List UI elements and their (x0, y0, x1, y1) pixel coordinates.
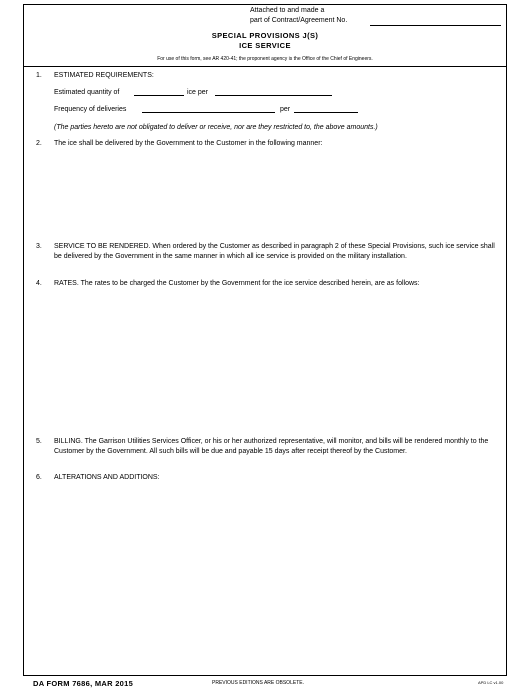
rates-field[interactable] (54, 292, 499, 432)
estimated-quantity-label: Estimated quantity of (54, 89, 120, 96)
alterations-field[interactable] (54, 486, 499, 671)
estimated-quantity-field[interactable] (134, 95, 184, 96)
frequency-field[interactable] (142, 112, 275, 113)
frequency-label: Frequency of deliveries (54, 106, 127, 113)
form-subtitle: ICE SERVICE (239, 41, 291, 50)
delivery-manner-field[interactable] (54, 152, 499, 236)
section-5-number: 5. (36, 438, 42, 445)
version-label: APD LC v1.00 (478, 680, 504, 685)
section-2-text: The ice shall be delivered by the Government to the Customer in the following manner: (54, 140, 323, 147)
section-1-number: 1. (36, 72, 42, 79)
per-label: per (280, 106, 291, 113)
ice-per-field[interactable] (215, 95, 332, 96)
form-id: DA FORM 7686, MAR 2015 (33, 679, 134, 688)
section-6-text: ALTERATIONS AND ADDITIONS: (54, 474, 160, 481)
section-4-number: 4. (36, 280, 42, 287)
section-3-text: SERVICE TO BE RENDERED. When ordered by the Customer as described in paragraph 2 of these Special Provisions, such ice service shall be delivered by the Government in the same manner in which all ice service is provided on the military installation. (54, 243, 495, 260)
ice-per-label: ice per (187, 89, 209, 96)
form-title: SPECIAL PROVISIONS J(S) (211, 31, 319, 40)
section-6-number: 6. (36, 474, 42, 481)
section-3-number: 3. (36, 243, 42, 250)
attached-line-2: part of Contract/Agreement No. (250, 17, 348, 24)
section-1-title: ESTIMATED REQUIREMENTS: (54, 72, 154, 79)
for-use-note: For use of this form, see AR 420-41; the proponent agency is the Office of the Chief of Engineers. (157, 56, 373, 62)
frequency-per-field[interactable] (294, 112, 358, 113)
form-header (24, 5, 506, 67)
section-1-note: (The parties hereto are not obligated to deliver or receive, nor are they restricted to, the above amounts.) (54, 124, 378, 131)
contract-number-field[interactable] (370, 25, 501, 26)
attached-line-1: Attached to and made a (250, 7, 325, 14)
obsolete-note: PREVIOUS EDITIONS ARE OBSOLETE. (212, 680, 304, 686)
section-2-number: 2. (36, 140, 42, 147)
section-5-text: BILLING. The Garrison Utilities Services Officer, or his or her authorized representative, will monitor, and bills will be rendered monthly to the Customer by the Government. All such bills will be due and payable 15 days after receipt thereof by the Customer. (54, 438, 489, 455)
section-4-text: RATES. The rates to be charged the Customer by the Government for the ice service described herein, are as follows: (54, 280, 420, 287)
